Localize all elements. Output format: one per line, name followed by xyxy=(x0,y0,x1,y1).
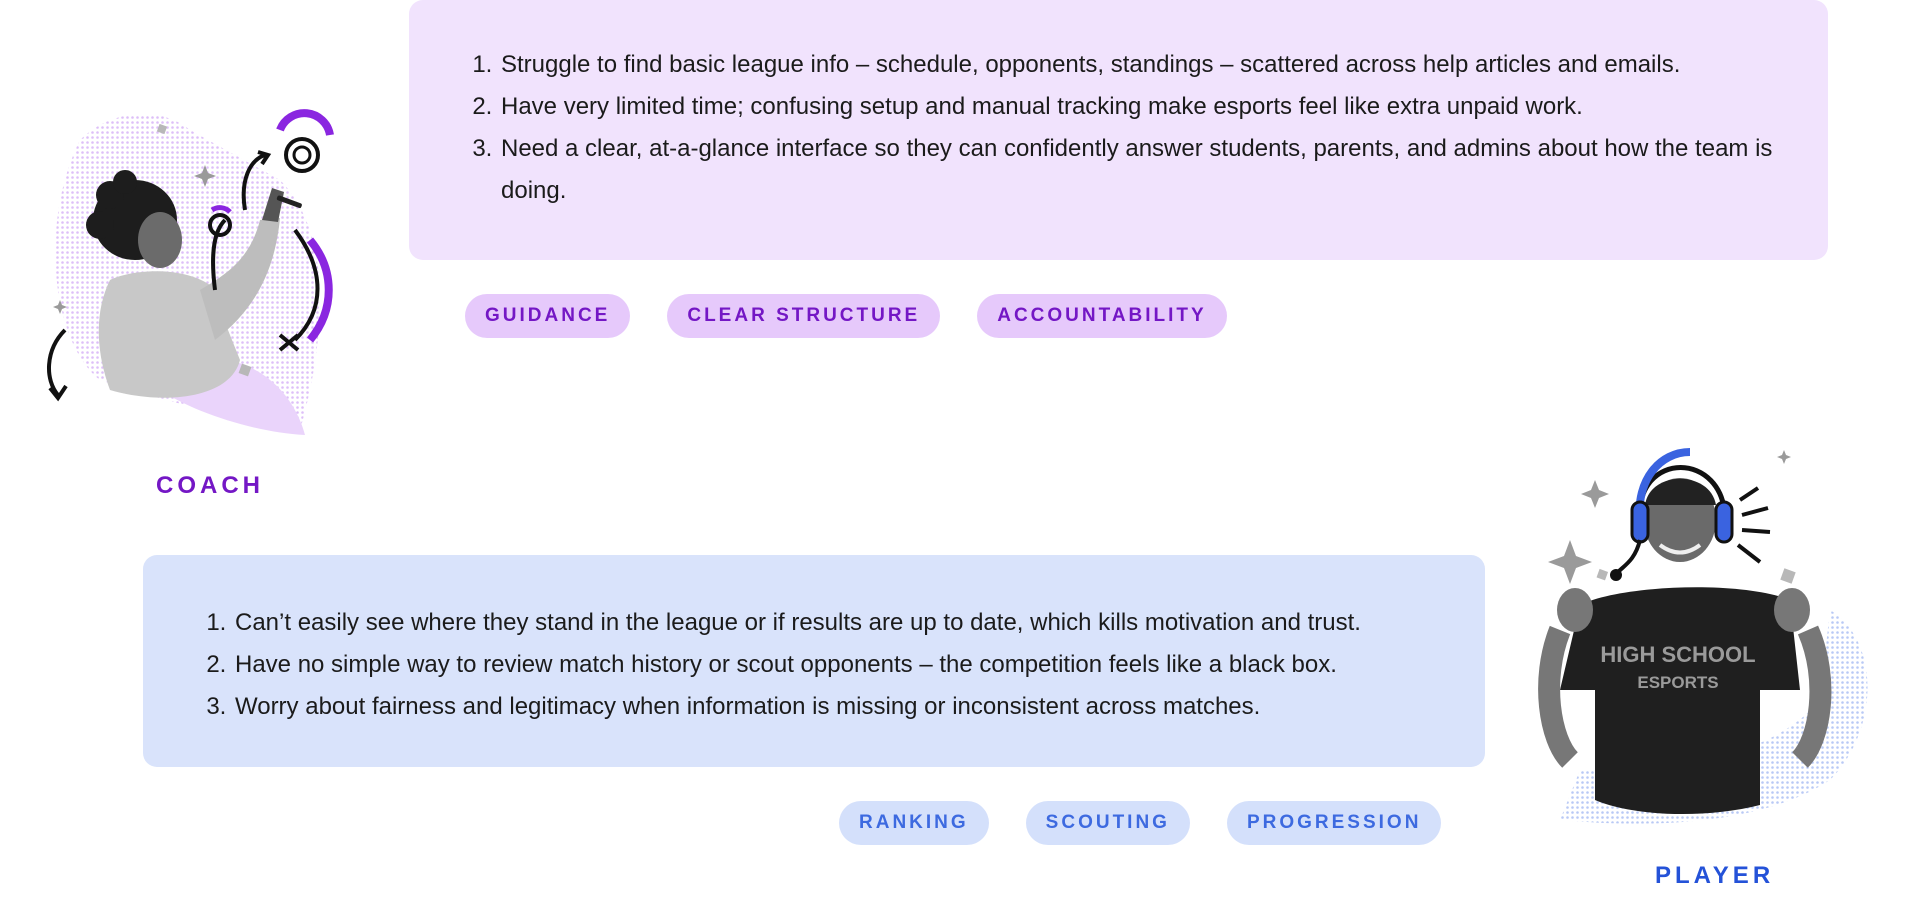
coach-pain-point: 1. Struggle to find basic league info – schedule, opponents, standings – scattered across help articles and emails. xyxy=(499,44,1788,86)
coach-pain-points-card xyxy=(409,0,1828,260)
coach-pain-points-list xyxy=(471,44,1788,212)
player-pain-point: 2. Have no simple way to review match history or scout opponents – the competition feels like a black box. xyxy=(233,644,1445,686)
coach-illustration xyxy=(40,100,360,440)
shirt-line2: ESPORTS xyxy=(1637,673,1719,692)
player-pain-points-card xyxy=(143,555,1485,767)
coach-pain-point: 2. Have very limited time; confusing setup and manual tracking make esports feel like extra unpaid work. xyxy=(499,86,1788,128)
coach-tags xyxy=(465,294,1227,338)
player-tags xyxy=(839,801,1441,845)
coach-pain-point: 3. Need a clear, at-a-glance interface so they can confidently answer students, parents, and admins about how the team is doing. xyxy=(499,128,1788,212)
tag-accountability: ACCOUNTABILITY xyxy=(977,294,1226,338)
tag-clear-structure: CLEAR STRUCTURE xyxy=(667,294,940,338)
tag-progression: PROGRESSION xyxy=(1227,801,1441,845)
player-illustration xyxy=(1520,440,1900,830)
tag-scouting: SCOUTING xyxy=(1026,801,1190,845)
tag-guidance: GUIDANCE xyxy=(465,294,630,338)
player-label: PLAYER xyxy=(1655,862,1775,889)
coach-label: COACH xyxy=(156,472,264,499)
player-pain-points-list xyxy=(205,602,1445,728)
shirt-line1: HIGH SCHOOL xyxy=(1600,642,1756,667)
tag-ranking: RANKING xyxy=(839,801,989,845)
player-pain-point: 1. Can’t easily see where they stand in the league or if results are up to date, which kills motivation and trust. xyxy=(233,602,1445,644)
player-pain-point: 3. Worry about fairness and legitimacy when information is missing or inconsistent across matches. xyxy=(233,686,1445,728)
